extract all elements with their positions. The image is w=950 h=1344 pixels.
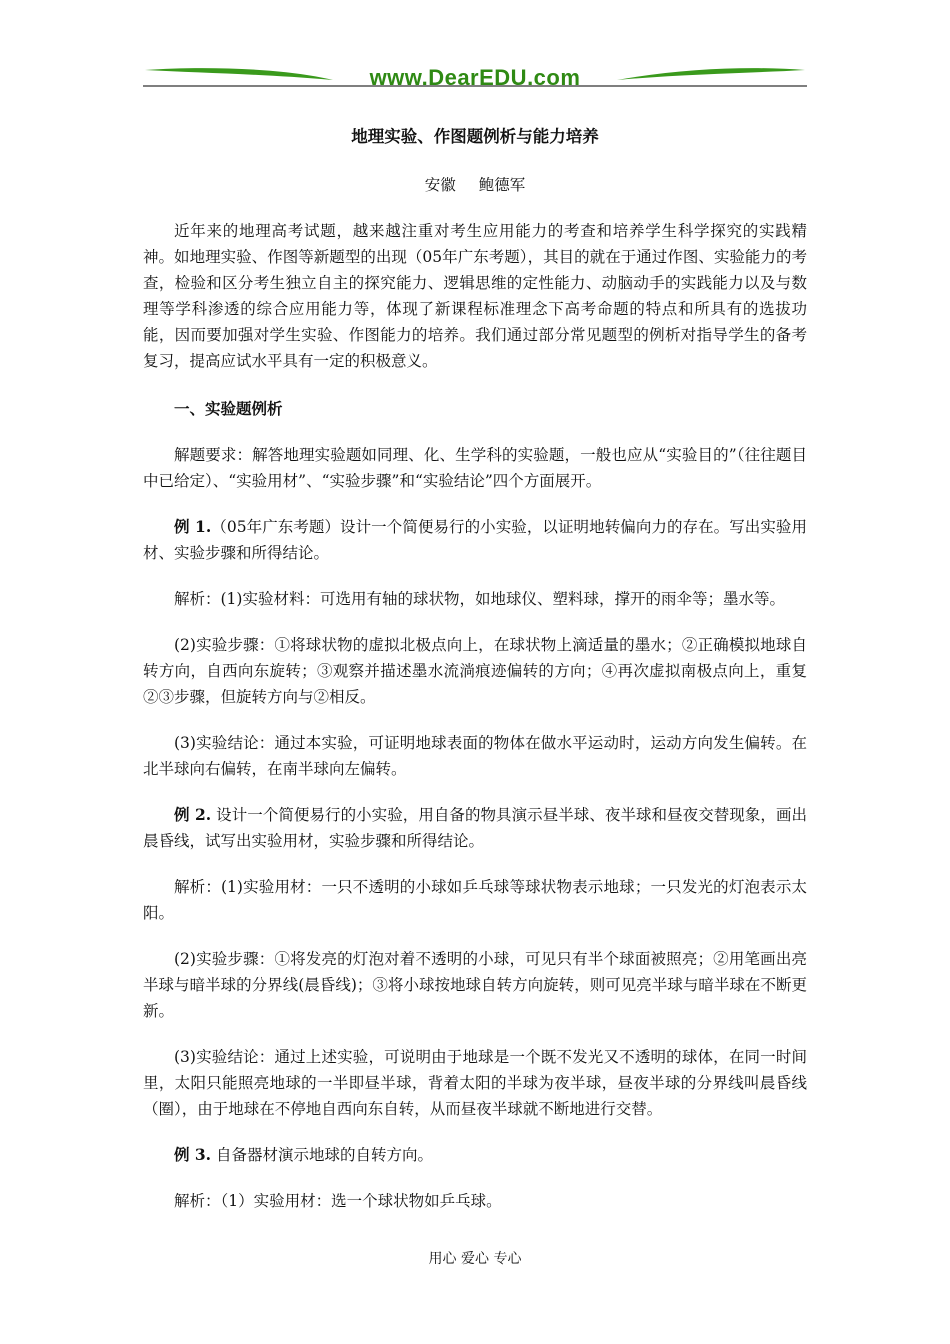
document-title: 地理实验、作图题例析与能力培养 (351, 127, 599, 146)
example-2-question (143, 802, 807, 854)
example-1-answer-materials: 解析：(1)实验材料：可选用有轴的球状物，如地球仪、塑料球，撑开的雨伞等；墨水等。 (174, 590, 785, 608)
example-1-answer-steps: (2)实验步骤：①将球状物的虚拟北极点向上，在球状物上滴适量的墨水；②正确模拟地球自转方向，自西向东旋转；③观察并描述墨水流淌痕迹偏转的方向；④再次虚拟南极点向上，重复②③步骤，但旋转方向与②相反。 (143, 636, 807, 706)
intro-paragraph: 近年来的地理高考试题，越来越注重对考生应用能力的考查和培养学生科学探究的实践精神。如地理实验、作图等新题型的出现（05年广东考题），其目的就在于通过作图、实验能力的考查，检验和区分考生独立自主的探究能力、逻辑思维的定性能力、动脑动手的实践能力以及与数理等学科渗透的综合应用能力等，体现了新课程标准理念下高考命题的特点和所具有的选拔功能，因而要加强对学生实验、作图能力的培养。我们通过部分常见题型的例析对指导学生的备考复习，提高应试水平具有一定的积极意义。 (143, 222, 807, 370)
page-footer: 用心 爱心 专心 (428, 1251, 522, 1267)
author-line: 安徽 鲍德军 (424, 176, 526, 194)
example-2-label: 例 2. (174, 805, 212, 824)
example-3-text: 自备器材演示地球的自转方向。 (216, 1146, 434, 1164)
example-2-answer-materials: 解析：(1)实验用材：一只不透明的小球如乒乓球等球状物表示地球；一只发光的灯泡表示太阳。 (143, 878, 807, 922)
requirements-paragraph: 解题要求：解答地理实验题如同理、化、生学科的实验题，一般也应从“实验目的”（往往题目中已给定）、“实验用材”、“实验步骤”和“实验结论”四个方面展开。 (143, 446, 807, 490)
example-1-question (143, 514, 807, 566)
example-2-answer-conclusion: (3)实验结论：通过上述实验，可说明由于地球是一个既不发光又不透明的球体，在同一时间里，太阳只能照亮地球的一半即昼半球，背着太阳的半球为夜半球，昼夜半球的分界线叫晨昏线（圈），由于地球在不停地自西向东自转，从而昼夜半球就不断地进行交替。 (143, 1048, 807, 1118)
example-1-answer-conclusion: (3)实验结论：通过本实验，可证明地球表面的物体在做水平运动时，运动方向发生偏转。在北半球向右偏转，在南半球向左偏转。 (143, 734, 807, 778)
document-body (143, 122, 807, 1214)
example-3-answer-materials: 解析：（1）实验用材：选一个球状物如乒乓球。 (174, 1192, 502, 1210)
example-1-text: （05年广东考题）设计一个简便易行的小实验，以证明地转偏向力的存在。写出实验用材、实验步骤和所得结论。 (143, 518, 807, 562)
example-2-answer-steps: (2)实验步骤：①将发亮的灯泡对着不透明的小球，可见只有半个球面被照亮；②用笔画出亮半球与暗半球的分界线(晨昏线)；③将小球按地球自转方向旋转，则可见亮半球与暗半球在不断更新。 (143, 950, 807, 1020)
site-logo[interactable]: www.DearEDU.com (369, 65, 581, 90)
example-3-label: 例 3. (174, 1145, 212, 1164)
example-2-text: 设计一个简便易行的小实验，用自备的物具演示昼半球、夜半球和昼夜交替现象，画出晨昏线，试写出实验用材，实验步骤和所得结论。 (143, 806, 807, 850)
section-heading-experiments: 一、实验题例析 (174, 399, 283, 418)
site-header-banner (143, 62, 807, 92)
example-1-label: 例 1. (174, 517, 212, 536)
example-3-question (143, 1142, 807, 1168)
